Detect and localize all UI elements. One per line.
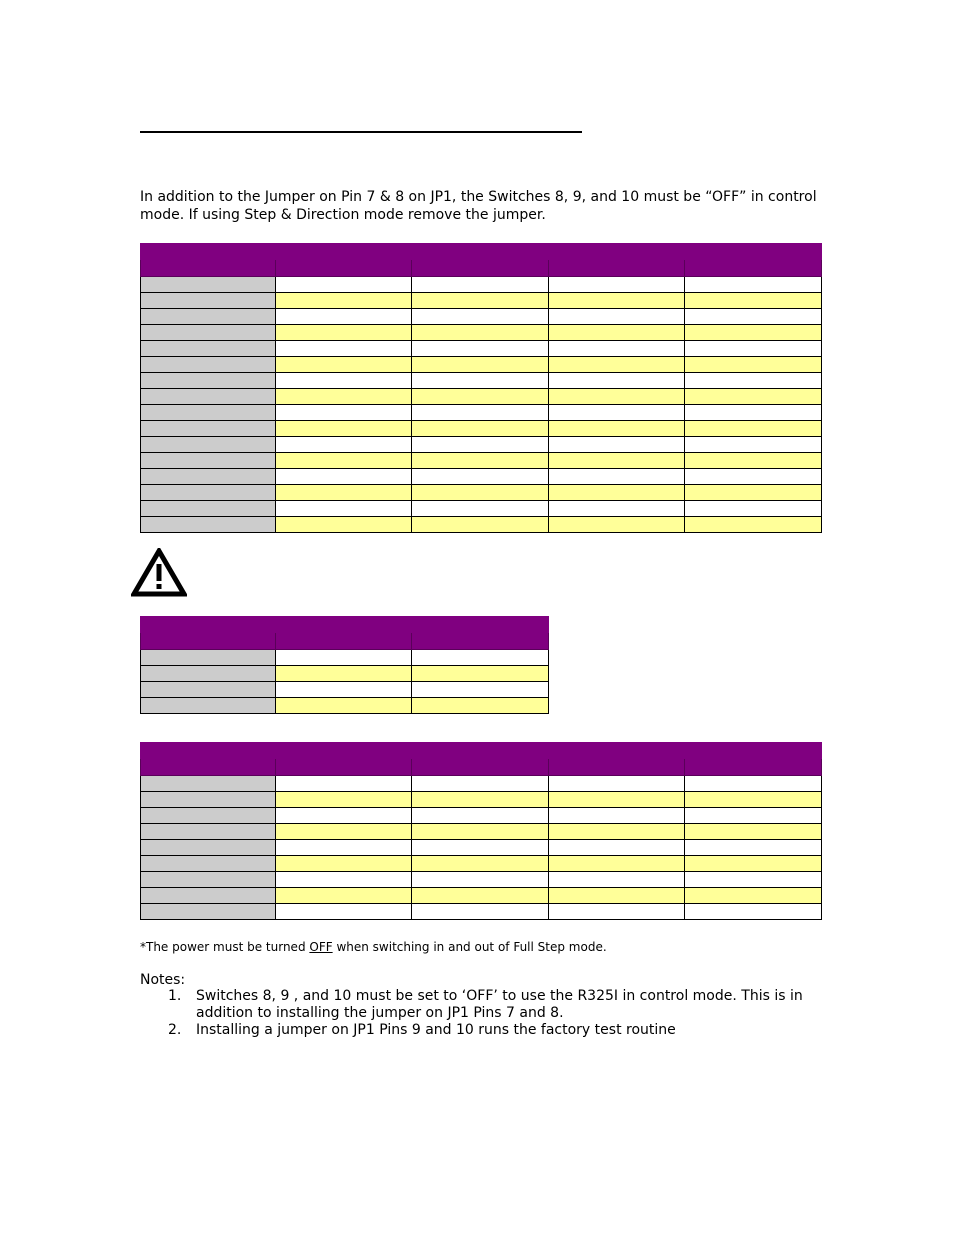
table-title-row xyxy=(141,743,822,759)
footnote xyxy=(140,939,607,955)
table-row xyxy=(141,437,822,453)
table-row xyxy=(141,485,822,501)
table-header-row xyxy=(141,633,549,650)
table-row xyxy=(141,856,822,872)
table-row xyxy=(141,325,822,341)
table-row xyxy=(141,682,549,698)
intro-paragraph: In addition to the Jumper on Pin 7 & 8 on JP1, the Switches 8, 9, and 10 must be “OFF” in control mode. If using Step & Direction mode remove the jumper. xyxy=(140,189,817,223)
switch-settings-table-3 xyxy=(140,742,822,920)
footnote-text-end: when switching in and out of Full Step mode. xyxy=(332,940,607,954)
switch-settings-table-2 xyxy=(140,616,549,714)
note-text: Installing a jumper on JP1 Pins 9 and 10 runs the factory test routine xyxy=(196,1022,676,1038)
table-row xyxy=(141,776,822,792)
table-title-row xyxy=(141,617,549,633)
table-row xyxy=(141,872,822,888)
table-row xyxy=(141,650,549,666)
table-row xyxy=(141,792,822,808)
table-row xyxy=(141,501,822,517)
note-text: Switches 8, 9 , and 10 must be set to ‘OFF’ to use the R325I in control mode. This is in addition to installing the jumper on JP1 Pins 7 and 8. xyxy=(196,988,803,1021)
table-header-row xyxy=(141,759,822,776)
table-row xyxy=(141,469,822,485)
table-row xyxy=(141,666,549,682)
table-row xyxy=(141,698,549,714)
notes-list xyxy=(140,988,820,1039)
warning-triangle-icon xyxy=(131,548,187,598)
table-row xyxy=(141,389,822,405)
note-number: 1. xyxy=(168,988,182,1004)
table-title-row xyxy=(141,244,822,260)
table-row xyxy=(141,904,822,920)
table-row xyxy=(141,293,822,309)
list-item xyxy=(140,1022,820,1039)
table-row xyxy=(141,357,822,373)
table-row xyxy=(141,808,822,824)
table-row xyxy=(141,517,822,533)
table-header-row xyxy=(141,260,822,277)
list-item xyxy=(140,988,820,1022)
table-row xyxy=(141,309,822,325)
switch-settings-table-1 xyxy=(140,243,822,533)
note-number: 2. xyxy=(168,1022,182,1038)
footnote-text-start: *The power must be turned xyxy=(140,940,310,954)
table-row xyxy=(141,277,822,293)
footnote-off-underlined: OFF xyxy=(309,940,333,954)
notes-title: Notes: xyxy=(140,972,186,988)
table-row xyxy=(141,453,822,469)
table-row xyxy=(141,824,822,840)
table-row xyxy=(141,840,822,856)
table-row xyxy=(141,373,822,389)
table-row xyxy=(141,888,822,904)
table-row xyxy=(141,421,822,437)
table-row xyxy=(141,405,822,421)
table-row xyxy=(141,341,822,357)
section-heading-underline xyxy=(140,131,582,133)
